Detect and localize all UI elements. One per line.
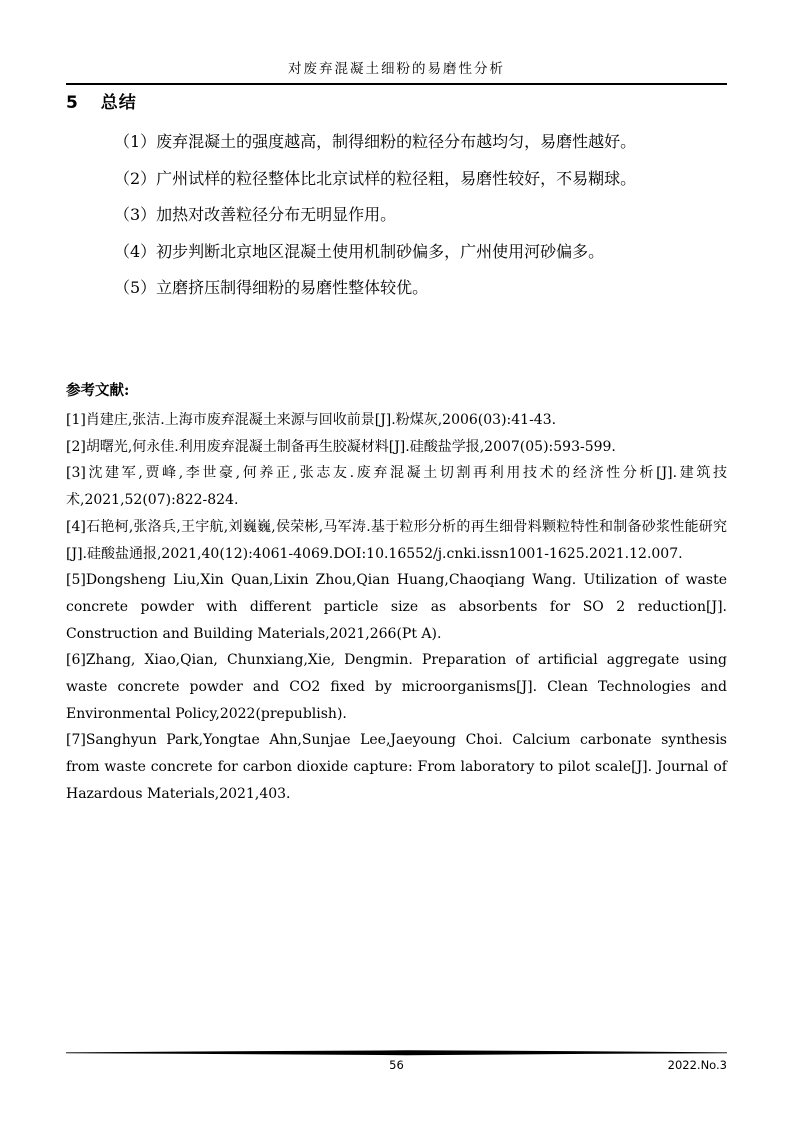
running-header-title: 对废弃混凝土细粉的易磨性分析 [288, 61, 505, 77]
section-title: 总结 [100, 93, 137, 113]
reference-item: [6]Zhang, Xiao,Qian, Chunxiang,Xie, Dengmin. Preparation of artificial aggregate using waste concrete powder and CO2 fixed by microorganisms[J]. Clean Technologies and Environmental Policy,2022(prepublish). [66, 652, 727, 722]
conclusion-item: （5）立磨挤压制得细粉的易磨性整体较优。 [114, 278, 429, 297]
section-number: 5 [66, 93, 79, 113]
references-heading: 参考文献: [66, 382, 130, 399]
conclusion-list [66, 131, 727, 299]
conclusion-item: （3）加热对改善粒径分布无明显作用。 [114, 205, 397, 224]
page-footer [66, 1050, 727, 1073]
conclusion-item: （1）废弃混凝土的强度越高，制得细粉的粒径分布越均匀，易磨性越好。 [114, 132, 637, 151]
footer-row [66, 1057, 727, 1073]
page-number: 56 [389, 1058, 404, 1072]
issue-label: 2022.No.3 [667, 1058, 727, 1072]
reference-list [66, 407, 727, 808]
reference-item: [1]肖建庄,张洁.上海市废弃混凝土来源与回收前景[J].粉煤灰,2006(03):41-43. [66, 412, 557, 428]
section-heading [66, 91, 727, 115]
reference-item: [3]沈建军,贾峰,李世豪,何养正,张志友.废弃混凝土切割再利用技术的经济性分析[J].建筑技术,2021,52(07):822-824. [66, 465, 727, 509]
header-rule [66, 83, 727, 85]
conclusion-item: （4）初步判断北京地区混凝土使用机制砂偏多，广州使用河砂偏多。 [114, 241, 605, 261]
footer-rule [66, 1050, 727, 1056]
reference-item: [5]Dongsheng Liu,Xin Quan,Lixin Zhou,Qian Huang,Chaoqiang Wang. Utilization of waste concrete powder with different particle size as absorbents for SO 2 reduction[J]. Construction and Building Materials,2021,266(Pt A). [66, 572, 727, 642]
page-content [66, 0, 727, 808]
reference-item: [2]胡曙光,何永佳.利用废弃混凝土制备再生胶凝材料[J].硅酸盐学报,2007(05):593-599. [66, 438, 616, 455]
reference-item: [7]Sanghyun Park,Yongtae Ahn,Sunjae Lee,Jaeyoung Choi. Calcium carbonate synthesis from waste concrete for carbon dioxide capture: From laboratory to pilot scale[J]. Journal of Hazardous Materials,2021,403. [66, 732, 727, 802]
reference-item: [4]石艳柯,张洛兵,王宇航,刘巍巍,侯荣彬,马军涛.基于粒形分析的再生细骨料颗粒特性和制备砂浆性能研究[J].硅酸盐通报,2021,40(12):4061-4069.DOI:10.16552/j.cnki.issn1001-1625.2021.12.007. [66, 518, 727, 562]
conclusion-item: （2）广州试样的粒径整体比北京试样的粒径粗，易磨性较好，不易糊球。 [114, 168, 637, 188]
